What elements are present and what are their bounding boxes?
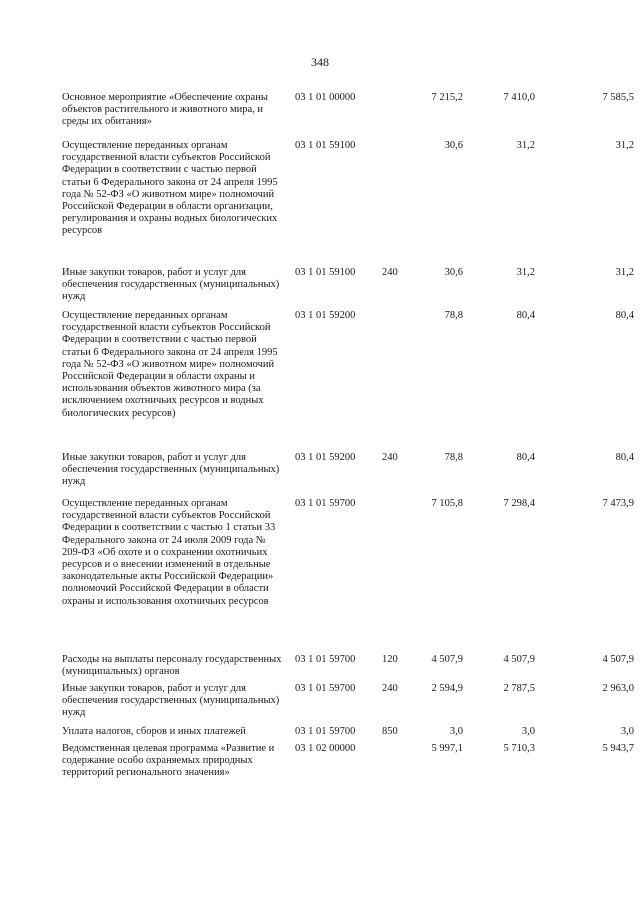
- row-code: 03 1 02 00000: [295, 743, 356, 754]
- row-code: 03 1 01 59700: [295, 654, 356, 665]
- row-value-3: 5 943,7: [602, 743, 634, 754]
- row-code: 03 1 01 59200: [295, 310, 356, 321]
- table-row: [0, 267, 640, 310]
- row-description: Осуществление переданных органам государственной власти субъектов Российской Федерации в соответствии с частью 1 статьи 33 Федерального закона от 24 июля 2009 года № 209-ФЗ «Об охоте и о сохранении охотничьих ресурсов и о внесении изменений в отдельные законодательные акты Российской Федерации» полномочий Российской Федерации в области охраны и использования охотничьих ресурсов: [62, 498, 276, 607]
- table-row: [0, 743, 640, 803]
- row-value-3: 31,2: [615, 267, 634, 278]
- row-code: 03 1 01 59100: [295, 267, 356, 278]
- row-value-2: 80,4: [516, 310, 535, 321]
- row-value-3: 31,2: [615, 140, 634, 151]
- row-value-2: 31,2: [516, 267, 535, 278]
- row-code: 03 1 01 59700: [295, 498, 356, 509]
- row-value-2: 3,0: [521, 726, 535, 737]
- row-description: Ведомственная целевая программа «Развитие и содержание особо охраняемых природных территорий регионального значения»: [62, 743, 275, 779]
- row-expense-type: 240: [382, 452, 398, 463]
- table-row: [0, 654, 640, 683]
- row-value-3: 80,4: [615, 310, 634, 321]
- table-row: [0, 498, 640, 654]
- row-expense-type: 120: [382, 654, 398, 665]
- row-code: 03 1 01 59200: [295, 452, 356, 463]
- row-value-2: 7 410,0: [503, 92, 535, 103]
- row-description: Иные закупки товаров, работ и услуг для обеспечения государственных (муниципальных) нужд: [62, 683, 280, 719]
- table-row: [0, 726, 640, 743]
- row-description: Осуществление переданных органам государственной власти субъектов Российской Федерации в соответствии с частью первой статьи 6 Федерального закона от 24 апреля 1995 года № 52-ФЗ «О животном мире» полномочий Российской Федерации в области охраны и использования объектов животного мира (за исключением охотничьих ресурсов и водных биологических ресурсов): [62, 310, 278, 419]
- row-value-1: 2 594,9: [431, 683, 463, 694]
- row-expense-type: 850: [382, 726, 398, 737]
- row-value-1: 5 997,1: [431, 743, 463, 754]
- row-code: 03 1 01 59100: [295, 140, 356, 151]
- row-value-3: 7 473,9: [602, 498, 634, 509]
- row-value-2: 31,2: [516, 140, 535, 151]
- row-description: Основное мероприятие «Обеспечение охраны объектов растительного и животного мира, и среды их обитания»: [62, 92, 268, 128]
- row-value-1: 30,6: [444, 267, 463, 278]
- row-value-1: 7 215,2: [431, 92, 463, 103]
- row-code: 03 1 01 59700: [295, 683, 356, 694]
- table-row: [0, 92, 640, 140]
- row-expense-type: 240: [382, 683, 398, 694]
- table-row: [0, 452, 640, 498]
- budget-table: [0, 92, 640, 803]
- row-value-2: 80,4: [516, 452, 535, 463]
- row-value-3: 4 507,9: [602, 654, 634, 665]
- row-description: Уплата налогов, сборов и иных платежей: [62, 726, 246, 737]
- row-expense-type: 240: [382, 267, 398, 278]
- row-value-2: 4 507,9: [503, 654, 535, 665]
- row-value-3: 7 585,5: [602, 92, 634, 103]
- row-value-1: 30,6: [444, 140, 463, 151]
- row-value-2: 7 298,4: [503, 498, 535, 509]
- row-description: Расходы на выплаты персоналу государственных (муниципальных) органов: [62, 654, 282, 678]
- row-value-1: 78,8: [444, 310, 463, 321]
- row-code: 03 1 01 00000: [295, 92, 356, 103]
- row-value-1: 4 507,9: [431, 654, 463, 665]
- row-value-3: 3,0: [620, 726, 634, 737]
- row-value-2: 5 710,3: [503, 743, 535, 754]
- row-value-1: 7 105,8: [431, 498, 463, 509]
- row-code: 03 1 01 59700: [295, 726, 356, 737]
- row-value-1: 78,8: [444, 452, 463, 463]
- table-row: [0, 310, 640, 452]
- row-value-2: 2 787,5: [503, 683, 535, 694]
- row-description: Осуществление переданных органам государственной власти субъектов Российской Федерации в соответствии с частью первой статьи 6 Федерального закона от 24 апреля 1995 года № 52-ФЗ «О животном мире» полномочий Российской Федерации в области организации, регулирования и охраны водных биологических ресурсов: [62, 140, 278, 237]
- row-value-3: 2 963,0: [602, 683, 634, 694]
- row-description: Иные закупки товаров, работ и услуг для обеспечения государственных (муниципальных) нужд: [62, 267, 280, 303]
- table-row: [0, 140, 640, 267]
- row-value-1: 3,0: [449, 726, 463, 737]
- page-number: 348: [311, 55, 329, 69]
- row-value-3: 80,4: [615, 452, 634, 463]
- table-row: [0, 683, 640, 726]
- row-description: Иные закупки товаров, работ и услуг для обеспечения государственных (муниципальных) нужд: [62, 452, 280, 488]
